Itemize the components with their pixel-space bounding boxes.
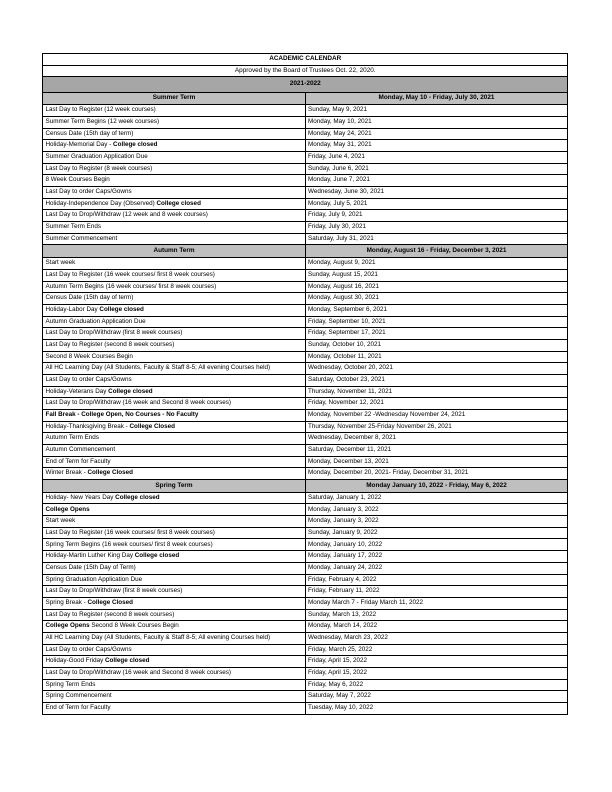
- event-name: [43, 632, 306, 644]
- event-text: Holiday- New Years Day: [45, 493, 116, 501]
- event-date: Monday, December 13, 2021: [305, 456, 568, 468]
- event-name: [43, 574, 306, 586]
- table-row: [43, 644, 568, 656]
- event-date: Saturday, January 1, 2022: [305, 492, 568, 504]
- event-name: [43, 128, 306, 140]
- event-name: [43, 656, 306, 668]
- event-text: Holiday-Independence Day (Observed): [45, 199, 157, 207]
- table-row: [43, 351, 568, 363]
- event-text: End of Term for Faculty: [45, 457, 111, 465]
- event-name: [43, 421, 306, 433]
- event-name: [43, 293, 306, 305]
- event-date: Monday, January 3, 2022: [305, 516, 568, 528]
- table-row: [43, 597, 568, 609]
- approval-note: Approved by the Board of Trustees Oct. 22, 2020.: [43, 65, 568, 77]
- event-name: [43, 409, 306, 421]
- event-name: [43, 304, 306, 316]
- table-row: [43, 198, 568, 210]
- event-date: Thursday, November 25-Friday November 26, 2021: [305, 421, 568, 433]
- event-name: [43, 175, 306, 187]
- event-name: [43, 258, 306, 270]
- event-name: [43, 210, 306, 222]
- event-text: Summer Term Ends: [45, 223, 102, 231]
- event-text: Last Day to order Caps/Gowns: [45, 645, 132, 653]
- event-name: [43, 562, 306, 574]
- table-row: [43, 468, 568, 480]
- table-row: [43, 339, 568, 351]
- event-name: [43, 363, 306, 375]
- academic-year-row: [43, 77, 568, 92]
- event-name: [43, 667, 306, 679]
- event-text: All HC Learning Day (All Students, Faculty & Staff 8-5; All evening Courses held): [45, 633, 271, 641]
- event-date: Friday, July 30, 2021: [305, 222, 568, 234]
- event-name: [43, 152, 306, 164]
- event-text: Census Date (15th day of term): [45, 294, 134, 302]
- event-text: Autumn Commencement: [45, 446, 116, 454]
- term-header-row: [43, 480, 568, 493]
- event-date: Sunday, June 6, 2021: [305, 163, 568, 175]
- academic-calendar-document: [42, 53, 568, 715]
- event-date: Friday, May 6, 2022: [305, 679, 568, 691]
- event-text: Spring Term Begins (16 week courses/ first 8 week courses): [45, 540, 213, 548]
- table-row: [43, 527, 568, 539]
- event-date: Monday, January 10, 2022: [305, 539, 568, 551]
- term-name: Autumn Term: [43, 245, 306, 258]
- event-emphasis: College Closed: [87, 598, 133, 606]
- event-date: Friday, March 25, 2022: [305, 644, 568, 656]
- term-date-range: Monday January 10, 2022 - Friday, May 6, 2022: [305, 480, 568, 493]
- event-date: Monday, January 17, 2022: [305, 551, 568, 563]
- event-text: Census Date (15th day of term): [45, 129, 134, 137]
- table-row: [43, 140, 568, 152]
- event-name: [43, 621, 306, 633]
- event-name: [43, 516, 306, 528]
- table-row: [43, 163, 568, 175]
- table-row: [43, 152, 568, 164]
- event-name: [43, 691, 306, 703]
- event-name: [43, 492, 306, 504]
- event-date: Friday, February 11, 2022: [305, 586, 568, 598]
- table-row: [43, 175, 568, 187]
- event-date: Sunday, January 9, 2022: [305, 527, 568, 539]
- event-text: Holiday-Labor Day: [45, 305, 100, 313]
- event-text: Holiday-Memorial Day -: [45, 141, 114, 149]
- event-name: [43, 597, 306, 609]
- term-date-range: Monday, May 10 - Friday, July 30, 2021: [305, 92, 568, 105]
- event-name: [43, 222, 306, 234]
- event-name: [43, 328, 306, 340]
- event-text: Spring Graduation Application Due: [45, 575, 143, 583]
- event-date: Monday, June 7, 2021: [305, 175, 568, 187]
- event-text: 8 Week Courses Begin: [45, 176, 110, 184]
- document-subtitle-row: [43, 65, 568, 77]
- event-date: Friday, September 17, 2021: [305, 328, 568, 340]
- event-text: Last Day to Register (second 8 week courses): [45, 340, 175, 348]
- event-date: Friday, September 10, 2021: [305, 316, 568, 328]
- event-date: Monday, May 24, 2021: [305, 128, 568, 140]
- event-name: [43, 374, 306, 386]
- event-name: [43, 398, 306, 410]
- event-date: Monday, November 22 -Wednesday November 24, 2021: [305, 409, 568, 421]
- event-date: Monday, September 6, 2021: [305, 304, 568, 316]
- event-name: [43, 504, 306, 516]
- table-row: [43, 504, 568, 516]
- event-text: End of Term for Faculty: [45, 703, 111, 711]
- academic-year-label: 2021-2022: [43, 77, 568, 92]
- table-row: [43, 409, 568, 421]
- event-name: [43, 163, 306, 175]
- event-date: Friday, February 4, 2022: [305, 574, 568, 586]
- event-date: Sunday, March 13, 2022: [305, 609, 568, 621]
- table-row: [43, 551, 568, 563]
- table-row: [43, 609, 568, 621]
- event-text: Winter Break -: [45, 469, 88, 477]
- table-row: [43, 456, 568, 468]
- event-date: Thursday, November 11, 2021: [305, 386, 568, 398]
- event-text: Holiday-Thanksgiving Break -: [45, 422, 130, 430]
- table-row: [43, 656, 568, 668]
- event-emphasis: Fall Break - College Open, No Courses - No Faculty: [45, 411, 199, 419]
- event-text: Holiday-Martin Luther King Day: [45, 552, 135, 560]
- event-emphasis: College Closed: [129, 422, 175, 430]
- event-name: [43, 269, 306, 281]
- table-row: [43, 386, 568, 398]
- table-row: [43, 128, 568, 140]
- event-date: Sunday, October 10, 2021: [305, 339, 568, 351]
- event-text: Last Day to order Caps/Gowns: [45, 188, 132, 196]
- event-name: [43, 105, 306, 117]
- event-date: Friday, June 4, 2021: [305, 152, 568, 164]
- event-name: [43, 281, 306, 293]
- event-emphasis: College Opens: [45, 622, 90, 630]
- table-row: [43, 316, 568, 328]
- event-text: Autumn Term Ends: [45, 434, 99, 442]
- event-text: Last Day to Drop/Withdraw (16 week and Second 8 week courses): [45, 668, 231, 676]
- event-name: [43, 386, 306, 398]
- event-date: Monday, August 30, 2021: [305, 293, 568, 305]
- event-date: Friday, April 15, 2022: [305, 656, 568, 668]
- event-text-trailing: Second 8 Week Courses Begin: [89, 622, 179, 630]
- event-text: Autumn Term Begins (16 week courses/ first 8 week courses): [45, 282, 217, 290]
- event-name: [43, 609, 306, 621]
- event-text: Spring Commencement: [45, 692, 112, 700]
- event-date: Tuesday, May 10, 2022: [305, 702, 568, 714]
- event-text: Last Day to Drop/Withdraw (first 8 week courses): [45, 587, 183, 595]
- event-date: Sunday, May 9, 2021: [305, 105, 568, 117]
- event-date: Saturday, October 23, 2021: [305, 374, 568, 386]
- table-row: [43, 281, 568, 293]
- event-text: Second 8 Week Courses Begin: [45, 352, 133, 360]
- table-row: [43, 621, 568, 633]
- event-date: Friday, November 12, 2021: [305, 398, 568, 410]
- event-emphasis: College closed: [99, 305, 144, 313]
- table-row: [43, 539, 568, 551]
- event-name: [43, 233, 306, 245]
- event-date: Monday March 7 - Friday March 11, 2022: [305, 597, 568, 609]
- term-header-row: [43, 245, 568, 258]
- event-text: Start week: [45, 259, 76, 267]
- event-date: Friday, April 15, 2022: [305, 667, 568, 679]
- event-date: Monday, January 24, 2022: [305, 562, 568, 574]
- event-date: Monday, August 9, 2021: [305, 258, 568, 270]
- event-text: Last Day to Register (8 week courses): [45, 164, 153, 172]
- table-row: [43, 445, 568, 457]
- event-name: [43, 527, 306, 539]
- event-name: [43, 198, 306, 210]
- table-row: [43, 492, 568, 504]
- event-date: Wednesday, October 20, 2021: [305, 363, 568, 375]
- event-name: [43, 339, 306, 351]
- table-row: [43, 667, 568, 679]
- event-text: Summer Commencement: [45, 234, 118, 242]
- event-date: Monday, October 11, 2021: [305, 351, 568, 363]
- event-emphasis: College closed: [156, 199, 201, 207]
- event-text: Last Day to Register (16 week courses/ first 8 week courses): [45, 270, 215, 278]
- event-text: Autumn Graduation Application Due: [45, 317, 146, 325]
- table-row: [43, 304, 568, 316]
- event-text: Last Day to Drop/Withdraw (first 8 week courses): [45, 329, 183, 337]
- event-date: Saturday, May 7, 2022: [305, 691, 568, 703]
- event-name: [43, 433, 306, 445]
- table-row: [43, 421, 568, 433]
- event-emphasis: College Closed: [87, 469, 133, 477]
- table-row: [43, 398, 568, 410]
- event-text: Holiday-Veterans Day: [45, 387, 109, 395]
- event-emphasis: College closed: [108, 387, 153, 395]
- event-date: Saturday, December 11, 2021: [305, 445, 568, 457]
- table-row: [43, 293, 568, 305]
- table-row: [43, 187, 568, 199]
- event-emphasis: College closed: [113, 141, 158, 149]
- event-name: [43, 187, 306, 199]
- event-emphasis: College closed: [115, 493, 160, 501]
- event-date: Saturday, July 31, 2021: [305, 233, 568, 245]
- academic-calendar-table: [42, 53, 568, 715]
- event-date: Sunday, August 15, 2021: [305, 269, 568, 281]
- table-row: [43, 574, 568, 586]
- event-emphasis: College closed: [134, 552, 180, 560]
- event-date: Monday, May 31, 2021: [305, 140, 568, 152]
- event-name: [43, 702, 306, 714]
- table-row: [43, 679, 568, 691]
- table-row: [43, 433, 568, 445]
- event-date: Wednesday, March 23, 2022: [305, 632, 568, 644]
- event-text: Census Date (15th Day of Term): [45, 563, 136, 571]
- event-date: Monday, December 20, 2021- Friday, December 31, 2021: [305, 468, 568, 480]
- event-text: Last Day to Drop/Withdraw (12 week and 8 week courses): [45, 211, 208, 219]
- event-text: Last Day to Register (16 week courses/ first 8 week courses): [45, 528, 215, 536]
- event-name: [43, 551, 306, 563]
- event-name: [43, 456, 306, 468]
- table-row: [43, 516, 568, 528]
- table-row: [43, 586, 568, 598]
- table-row: [43, 117, 568, 129]
- table-row: [43, 363, 568, 375]
- table-row: [43, 222, 568, 234]
- event-name: [43, 445, 306, 457]
- term-name: Spring Term: [43, 480, 306, 493]
- event-name: [43, 679, 306, 691]
- event-text: Summer Term Begins (12 week courses): [45, 118, 160, 126]
- table-row: [43, 374, 568, 386]
- table-row: [43, 269, 568, 281]
- event-emphasis: College Opens: [45, 505, 90, 513]
- term-date-range: Monday, August 16 - Friday, December 3, 2021: [305, 245, 568, 258]
- table-row: [43, 233, 568, 245]
- page-title: ACADEMIC CALENDAR: [43, 54, 568, 66]
- event-date: Monday, January 3, 2022: [305, 504, 568, 516]
- term-header-row: [43, 92, 568, 105]
- event-date: Monday, May 10, 2021: [305, 117, 568, 129]
- event-text: Spring Term Ends: [45, 680, 96, 688]
- document-title-row: [43, 54, 568, 66]
- term-name: Summer Term: [43, 92, 306, 105]
- event-emphasis: College closed: [105, 657, 150, 665]
- event-name: [43, 316, 306, 328]
- table-row: [43, 105, 568, 117]
- table-row: [43, 328, 568, 340]
- event-date: Friday, July 9, 2021: [305, 210, 568, 222]
- event-text: Last Day to Register (second 8 week courses): [45, 610, 175, 618]
- table-row: [43, 258, 568, 270]
- event-text: Start week: [45, 517, 76, 525]
- table-row: [43, 210, 568, 222]
- event-text: Last Day to order Caps/Gowns: [45, 376, 132, 383]
- event-date: Wednesday, December 8, 2021: [305, 433, 568, 445]
- table-row: [43, 632, 568, 644]
- event-name: [43, 644, 306, 656]
- event-text: Holiday-Good Friday: [45, 657, 105, 665]
- event-text: Spring Break -: [45, 598, 88, 606]
- event-text: Last Day to Drop/Withdraw (16 week and Second 8 week courses): [45, 399, 231, 407]
- event-date: Monday, March 14, 2022: [305, 621, 568, 633]
- table-row: [43, 562, 568, 574]
- event-name: [43, 117, 306, 129]
- event-date: Monday, July 5, 2021: [305, 198, 568, 210]
- event-name: [43, 351, 306, 363]
- table-row: [43, 691, 568, 703]
- event-text: Last Day to Register (12 week courses): [45, 106, 156, 114]
- event-name: [43, 140, 306, 152]
- event-date: Wednesday, June 30, 2021: [305, 187, 568, 199]
- event-text: Summer Graduation Application Due: [45, 153, 148, 161]
- event-name: [43, 539, 306, 551]
- event-date: Monday, August 16, 2021: [305, 281, 568, 293]
- event-name: [43, 468, 306, 480]
- event-name: [43, 586, 306, 598]
- event-text: All HC Learning Day (All Students, Faculty & Staff 8-5; All evening Courses held): [45, 364, 271, 372]
- table-row: [43, 702, 568, 714]
